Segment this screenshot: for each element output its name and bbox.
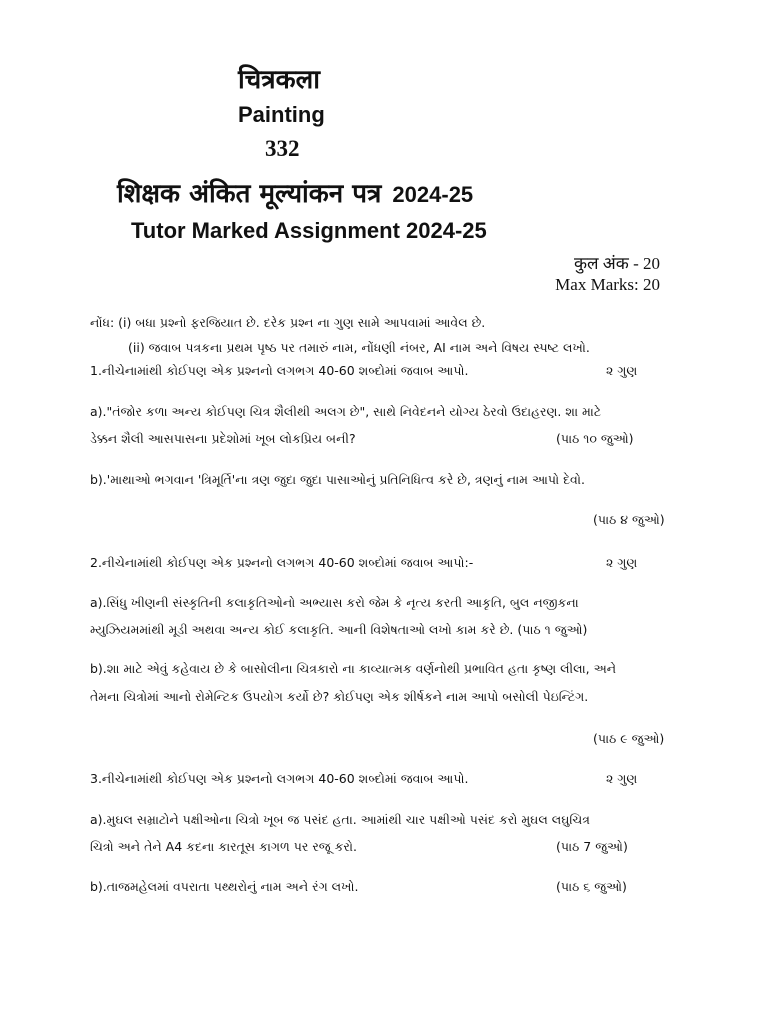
- q2-heading: 2.નીચેનામાંથી કોઈપણ એક પ્રશ્નનો લગભગ 40-60 શબ્દોમાં જવાબ આપો:-: [90, 555, 474, 570]
- note-line-2: (ii) જવાબ પત્રકના પ્રથમ પૃષ્ઠ પર તમારું નામ, નોંધણી નંબર, AI નામ અને વિષય સ્પષ્ટ લખો.: [128, 340, 590, 355]
- q3b-reference: (પાઠ ૬ જુઓ): [556, 879, 627, 894]
- q1a-reference: (પાઠ ૧૦ જુઓ): [556, 431, 634, 446]
- q3-heading: 3.નીચેનામાંથી કોઈપણ એક પ્રશ્નનો લગભગ 40-60 શબ્દોમાં જવાબ આપો.: [90, 771, 469, 786]
- note-line-1: નોંધ: (i) બધા પ્રશ્નો ફરજિયાત છે. દરેક પ્રશ્ન ના ગુણ સામે આપવામાં આવેલ છે.: [90, 315, 486, 330]
- q3-marks: ૨ ગુણ: [606, 771, 638, 786]
- q1a-line-1: a)."તંજોર કળા અન્ય કોઈપણ ચિત્ર શૈલીથી અલગ છે", સાથે નિવેદનને યોગ્ય ઠેરવો ઉદાહરણ. શા માટે: [90, 404, 602, 419]
- assignment-title-hindi-line: [117, 174, 473, 210]
- q2a-line-1: a).સિંધુ ખીણની સંસ્કૃતિની કલાકૃતિઓનો અભ્યાસ કરો જેમ કે નૃત્ય કરતી આકૃતિ, બુલ નજીકના: [90, 595, 579, 610]
- q3a-reference: (પાઠ 7 જુઓ): [556, 839, 628, 854]
- q1b-line-1: b).'માથાઓ ભગવાન 'ત્રિમૂર્તિ'ના ત્રણ જુદા જુદા પાસાઓનું પ્રતિનિધિત્વ કરે છે, ત્રણનું નામ આપો દેવો.: [90, 472, 585, 487]
- q2b-line-1: b).શા માટે એવું કહેવાય છે કે બાસોલીના ચિત્રકારો ના કાવ્યાત્મક વર્ણનોથી પ્રભાવિત હતા કૃષ્ણ લીલા, અને: [90, 661, 617, 676]
- max-marks-hindi: कुल अंक - 20: [573, 254, 660, 273]
- max-marks-english: Max Marks: 20: [555, 275, 660, 294]
- assignment-title-english: Tutor Marked Assignment 2024-25: [131, 218, 487, 243]
- assignment-year: 2024-25: [392, 182, 474, 207]
- q1-marks: ૨ ગુણ: [606, 363, 638, 378]
- q1b-reference: (પાઠ ૪ જુઓ): [593, 512, 665, 527]
- subject-title-english: Painting: [238, 102, 325, 127]
- q2-marks: ૨ ગુણ: [606, 555, 638, 570]
- q2b-line-2: તેમના ચિત્રોમાં આનો રોમેન્ટિક ઉપયોગ કર્યો છે? કોઈપણ એક શીર્ષકને નામ આપો બસોલી પેઇન્ટિંગ.: [90, 689, 589, 704]
- q3b-line-1: b).તાજમહેલમાં વપરાતા પથ્થરોનું નામ અને રંગ લખો.: [90, 879, 359, 894]
- q1a-line-2: ડેક્કન શૈલી આસપાસના પ્રદેશોમાં ખૂબ લોકપ્રિય બની?: [90, 431, 356, 446]
- subject-title-hindi: चित्रकला: [238, 65, 320, 95]
- assignment-title-hindi: शिक्षक अंकित मूल्यांकन पत्र: [117, 179, 382, 209]
- subject-code: 332: [265, 136, 300, 161]
- q1-heading: 1.નીચેનામાંથી કોઈપણ એક પ્રશ્નનો લગભગ 40-60 શબ્દોમાં જવાબ આપો.: [90, 363, 469, 378]
- q3a-line-1: a).મુઘલ સમ્રાટોને પક્ષીઓના ચિત્રો ખૂબ જ પસંદ હતા. આમાંથી ચાર પક્ષીઓ પસંદ કરો મુઘલ લઘુચિત્ર: [90, 812, 590, 827]
- q2b-reference: (પાઠ ૯ જુઓ): [593, 731, 665, 746]
- q3a-line-2: ચિત્રો અને તેને A4 કદના કારતૂસ કાગળ પર રજૂ કરો.: [90, 839, 357, 854]
- q2a-line-2: મ્યુઝિયમમાંથી મૂડી અથવા અન્ય કોઈ કલાકૃતિ. આની વિશેષતાઓ લખો કામ કરે છે. (પાઠ ૧ જુઓ): [90, 622, 588, 637]
